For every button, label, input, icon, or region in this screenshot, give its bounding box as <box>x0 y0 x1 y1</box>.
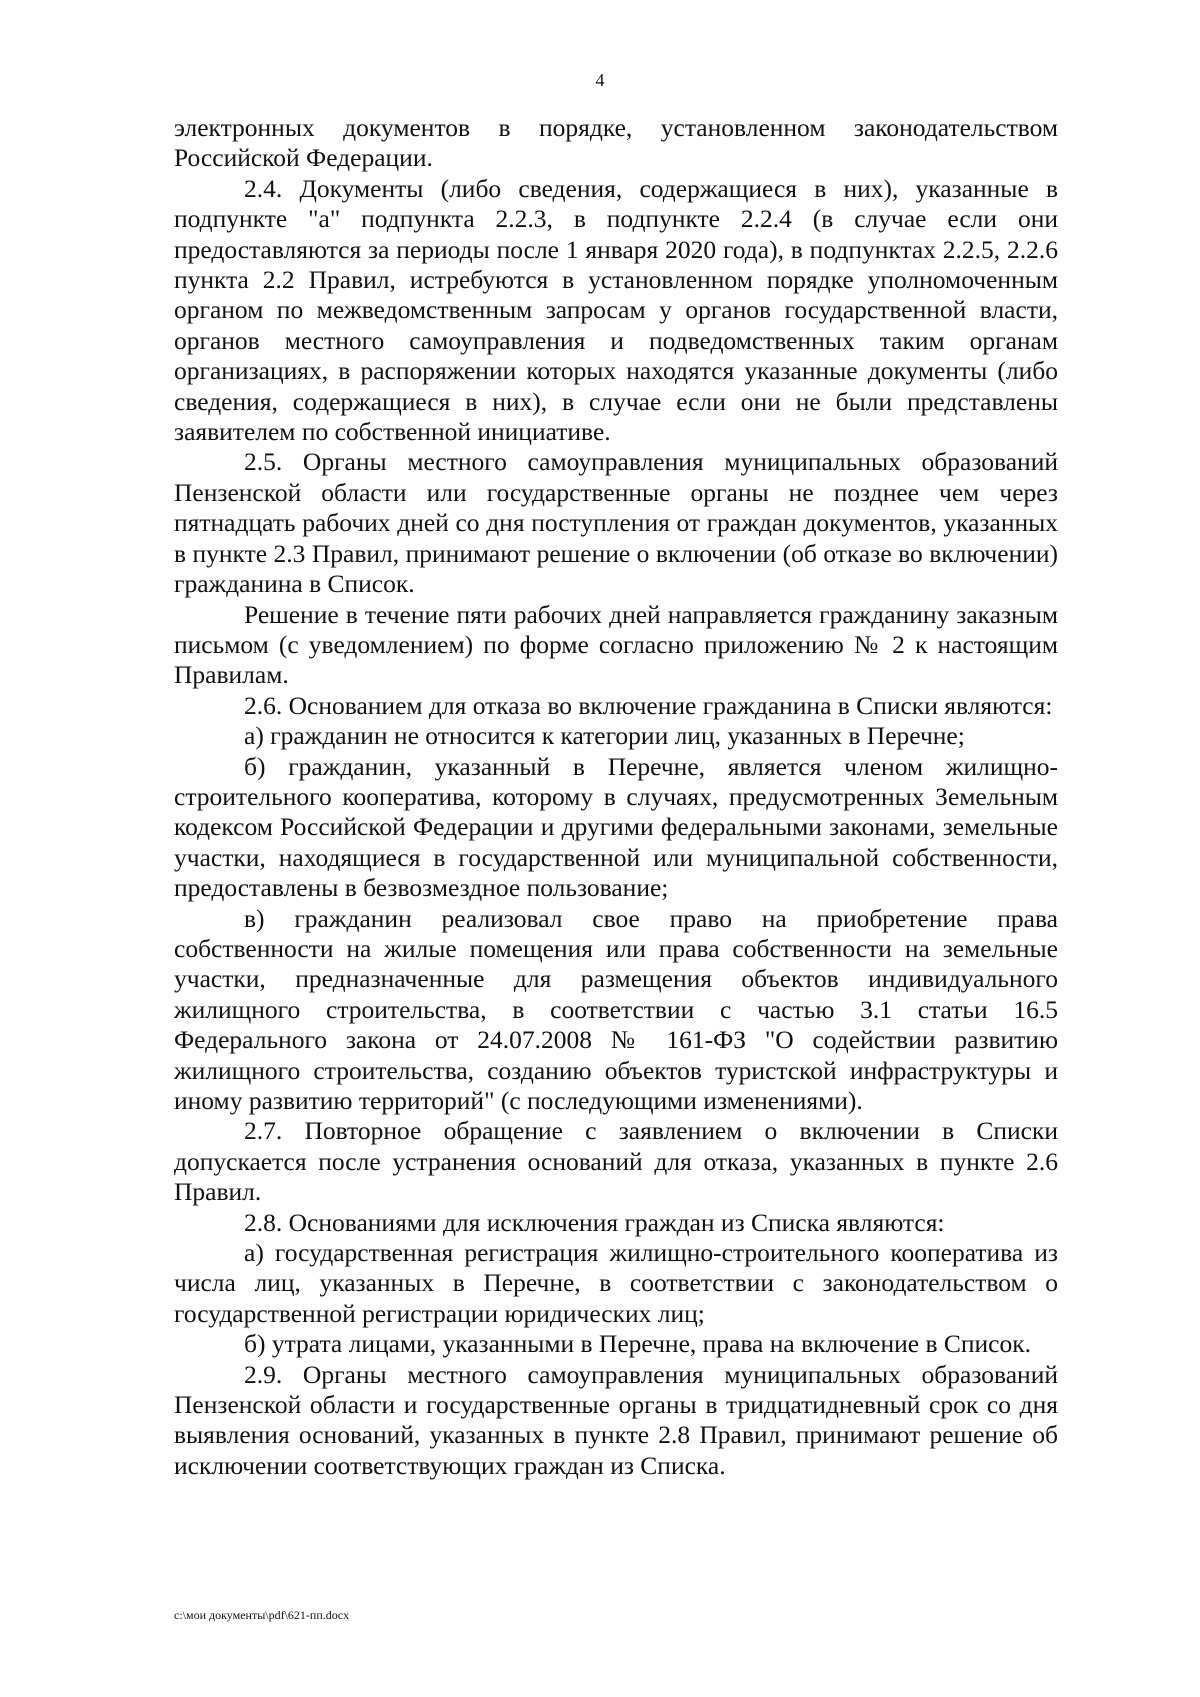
file-path-footer: c:\мои документы\pdf\621-пп.docx <box>174 1608 350 1622</box>
paragraph: 2.5. Органы местного самоуправления муниципальных образований Пензенской области или государственные органы не позднее чем через пятнадцать рабочих дней со дня поступления от граждан документов, указанных в пункте 2.3 Правил, принимают решение о включении (об отказе во включении) гражданина в Список. <box>174 447 1058 599</box>
paragraph: а) государственная регистрация жилищно-строительного кооператива из числа лиц, указанных в Перечне, в соответствии с законодательством о государственной регистрации юридических лиц; <box>174 1238 1058 1328</box>
paragraph: 2.6. Основанием для отказа во включение гражданина в Списки являются: <box>244 690 1053 720</box>
document-body <box>174 113 1058 1481</box>
paragraph: 2.8. Основаниями для исключения граждан из Списка являются: <box>244 1207 945 1237</box>
paragraph: Решение в течение пяти рабочих дней направляется гражданину заказным письмом (с уведомлением) по форме согласно приложению № 2 к настоящим Правилам. <box>174 599 1058 690</box>
paragraph: 2.7. Повторное обращение с заявлением о включении в Списки допускается после устранения оснований для отказа, указанных в пункте 2.6 Правил. <box>174 1116 1058 1207</box>
paragraph: в) гражданин реализовал свое право на приобретение права собственности на жилые помещения или права собственности на земельные участки, предназначенные для размещения объектов индивидуального жилищного строительства, в соответствии с частью 3.1 статьи 16.5 Федерального закона от 24.07.2008 № 161-ФЗ "О содействии развитию жилищного строительства, созданию объектов туристской инфраструктуры и иному развитию территорий" (с последующими изменениями). <box>174 903 1058 1115</box>
paragraph: 2.9. Органы местного самоуправления муниципальных образований Пензенской области и государственные органы в тридцатидневный срок со дня выявления оснований, указанных в пункте 2.8 Правил, принимают решение об исключении соответствующих граждан из Списка. <box>174 1359 1058 1480</box>
paragraph: б) гражданин, указанный в Перечне, является членом жилищно-строительного кооператива, которому в случаях, предусмотренных Земельным кодексом Российской Федерации и другими федеральными законами, земельные участки, находящиеся в государственной или муниципальной собственности, предоставлены в безвозмездное пользование; <box>174 751 1058 903</box>
paragraph: электронных документов в порядке, установленном законодательством Российской Федерации. <box>174 113 1058 173</box>
paragraph: 2.4. Документы (либо сведения, содержащиеся в них), указанные в подпункте "а" подпункта 2.2.3, в подпункте 2.2.4 (в случае если они предоставляются за периоды после 1 января 2020 года), в подпунктах 2.2.5, 2.2.6 пункта 2.2 Правил, истребуются в установленном порядке уполномоченным органом по межведомственным запросам у органов государственной власти, органов местного самоуправления и подведомственных таким органам организациях, в распоряжении которых находятся указанные документы (либо сведения, содержащиеся в них), в случае если они не были представлены заявителем по собственной инициативе. <box>174 173 1058 447</box>
paragraph: б) утрата лицами, указанными в Перечне, права на включение в Список. <box>244 1329 1032 1359</box>
paragraph: а) гражданин не относится к категории лиц, указанных в Перечне; <box>244 721 965 751</box>
page-number: 4 <box>595 70 605 90</box>
